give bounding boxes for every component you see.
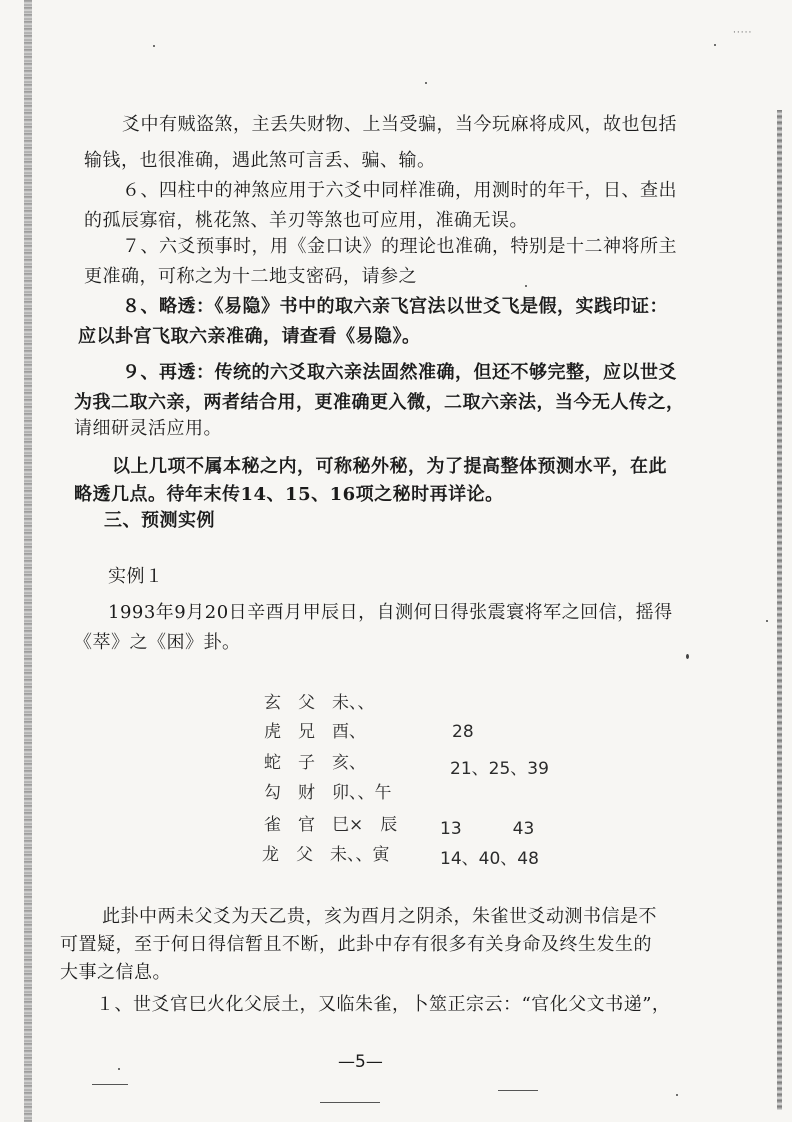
hexagram-line: 龙 父 未、、寅: [262, 845, 390, 865]
analysis-line: 此卦中两未父爻为天乙贵，亥为酉月之阴杀，朱雀世爻动测书信是不: [102, 906, 657, 927]
corner-mark: ·····: [733, 28, 753, 38]
scan-speck: [686, 654, 689, 659]
example-line: 《萃》之《困》卦。: [74, 632, 241, 653]
scan-speck: [676, 1094, 678, 1096]
scan-speck: [525, 285, 527, 287]
scan-dash: [498, 1090, 538, 1091]
hexagram-numbers: 13 43: [440, 819, 535, 839]
body-line: 爻中有贼盗煞，主丢失财物、上当受骗，当今玩麻将成风，故也包括: [122, 114, 677, 135]
scan-speck: [714, 44, 716, 46]
scan-dash: [92, 1084, 128, 1085]
example-title: 实例１: [108, 566, 164, 587]
scan-dash: [320, 1102, 380, 1103]
scan-speck: [766, 620, 768, 622]
page-number: —5—: [338, 1052, 383, 1072]
analysis-line: 可置疑，至于何日得信暂且不断，此卦中存有很多有关身命及终生发生的: [60, 934, 652, 955]
hexagram-line: 玄 父 未、、: [264, 693, 375, 713]
hexagram-line: 雀 官 巳× 辰: [264, 815, 398, 835]
body-line: ９、再透：传统的六爻取六亲法固然准确，但还不够完整，应以世爻: [122, 362, 677, 383]
body-line: ８、略透：《易隐》书中的取六亲飞宫法以世爻飞是假，实践印证：: [122, 296, 668, 317]
scan-binding-edge: [24, 0, 32, 1122]
body-line: 以上几项不属本秘之内，可称秘外秘，为了提高整体预测水平，在此: [112, 456, 667, 477]
section-heading: 三、预测实例: [104, 510, 215, 531]
body-line: 的孤辰寡宿，桃花煞、羊刃等煞也可应用，准确无误。: [84, 210, 528, 231]
example-line: 1993年9月20日辛酉月甲辰日，自测何日得张震寰将军之回信，摇得: [108, 602, 673, 623]
body-line: 为我二取六亲，两者结合用，更准确更入微，二取六亲法，当今无人传之，: [74, 392, 685, 413]
body-line: 更准确，可称之为十二地支密码，请参之: [84, 266, 417, 287]
body-line: 请细研灵活应用。: [74, 418, 222, 439]
body-line: ７、六爻预事时，用《金口诀》的理论也准确，特别是十二神将所主: [122, 236, 677, 257]
hexagram-line: 蛇 子 亥、: [264, 753, 366, 773]
hexagram-numbers: 14、40、48: [440, 849, 539, 869]
hexagram-line: 虎 兄 酉、: [264, 722, 366, 742]
body-line: 略透几点。待年末传14、15、16项之秘时再详论。: [74, 484, 504, 505]
hexagram-line: 勾 财 卯、、午: [264, 783, 392, 803]
body-line: 输钱，也很准确，遇此煞可言丢、骗、输。: [84, 150, 436, 171]
body-line: 应以卦宫飞取六亲准确，请查看《易隐》。: [78, 326, 421, 347]
scan-speck: [425, 82, 427, 84]
hexagram-numbers: 21、25、39: [450, 759, 549, 779]
scan-right-edge: [777, 110, 782, 1110]
body-line: ６、四柱中的神煞应用于六爻中同样准确，用测时的年干，日、查出: [122, 180, 677, 201]
scan-speck: [118, 1068, 120, 1070]
scan-speck: [153, 45, 155, 47]
hexagram-numbers: 28: [452, 722, 474, 742]
analysis-line: 大事之信息。: [60, 962, 171, 983]
analysis-line: １、世爻官巳火化父辰土，又临朱雀，卜筮正宗云：“官化父文书递”，: [96, 994, 671, 1015]
